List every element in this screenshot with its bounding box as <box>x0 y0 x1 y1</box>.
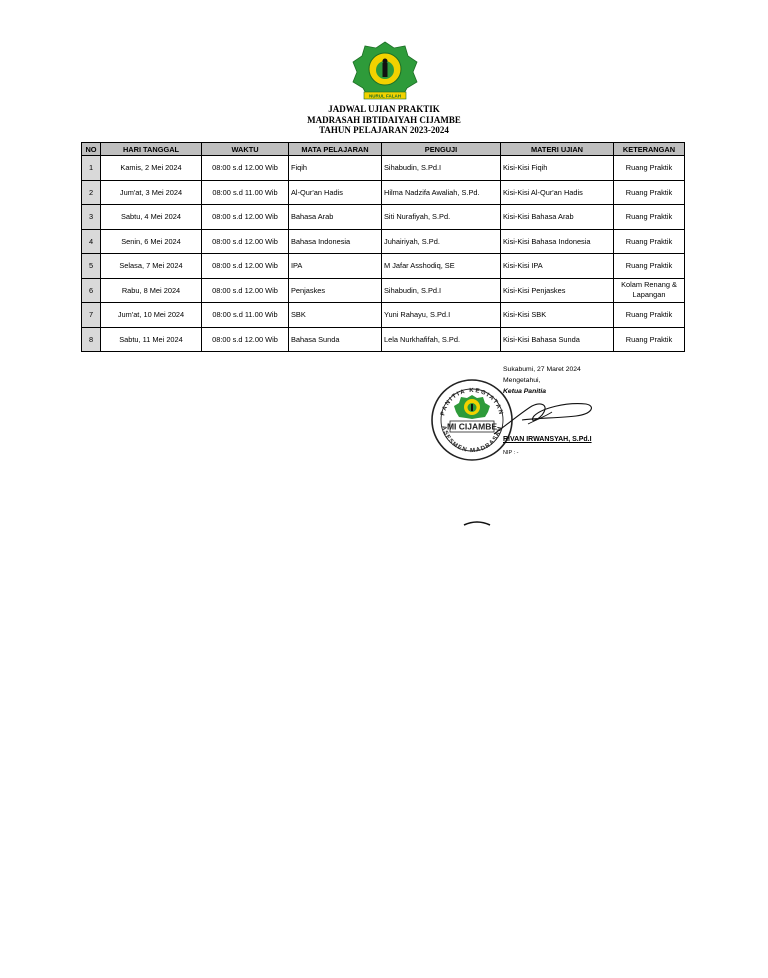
stray-mark <box>462 520 492 526</box>
handwritten-signature-icon <box>488 394 596 440</box>
exam-schedule-table <box>81 142 685 352</box>
exam-date: Senin, 6 Mei 2024 <box>101 229 202 254</box>
exam-time: 08:00 s.d 12.00 Wib <box>202 327 289 352</box>
exam-note: Ruang Praktik <box>614 303 685 328</box>
column-header: MATERI UJIAN <box>501 143 614 156</box>
row-number: 1 <box>82 156 101 181</box>
exam-examiner: Sihabudin, S.Pd.I <box>382 156 501 181</box>
exam-material: Kisi-Kisi Bahasa Arab <box>501 205 614 230</box>
exam-note: Ruang Praktik <box>614 229 685 254</box>
exam-examiner: Lela Nurkhafifah, S.Pd. <box>382 327 501 352</box>
table-row <box>82 303 685 328</box>
exam-date: Rabu, 8 Mei 2024 <box>101 278 202 303</box>
exam-note: Ruang Praktik <box>614 205 685 230</box>
table-row <box>82 205 685 230</box>
exam-examiner: Sihabudin, S.Pd.I <box>382 278 501 303</box>
exam-note: Kolam Renang & Lapangan <box>614 278 685 303</box>
signer-name: RIVAN IRWANSYAH, S.Pd.I <box>503 436 592 443</box>
column-header: PENGUJI <box>382 143 501 156</box>
exam-time: 08:00 s.d 12.00 Wib <box>202 156 289 181</box>
exam-subject: Al-Qur'an Hadis <box>289 180 382 205</box>
place-date: Sukabumi, 27 Maret 2024 <box>503 366 581 373</box>
table-row <box>82 156 685 181</box>
exam-subject: Penjaskes <box>289 278 382 303</box>
exam-subject: SBK <box>289 303 382 328</box>
exam-time: 08:00 s.d 12.00 Wib <box>202 205 289 230</box>
row-number: 4 <box>82 229 101 254</box>
column-header: WAKTU <box>202 143 289 156</box>
exam-examiner: M Jafar Asshodiq, SE <box>382 254 501 279</box>
exam-subject: Fiqih <box>289 156 382 181</box>
svg-text:PANITIA KEGIATAN: PANITIA KEGIATAN <box>440 387 504 417</box>
exam-note: Ruang Praktik <box>614 254 685 279</box>
signer-role: Ketua Panitia <box>503 388 547 395</box>
row-number: 8 <box>82 327 101 352</box>
exam-examiner: Hilma Nadzifa Awaliah, S.Pd. <box>382 180 501 205</box>
column-header: KETERANGAN <box>614 143 685 156</box>
row-number: 7 <box>82 303 101 328</box>
column-header: MATA PELAJARAN <box>289 143 382 156</box>
title-line-3: TAHUN PELAJARAN 2023-2024 <box>319 125 449 135</box>
exam-note: Ruang Praktik <box>614 327 685 352</box>
exam-material: Kisi-Kisi SBK <box>501 303 614 328</box>
exam-material: Kisi-Kisi Al-Qur'an Hadis <box>501 180 614 205</box>
exam-time: 08:00 s.d 11.00 Wib <box>202 303 289 328</box>
svg-text:MI CIJAMBE: MI CIJAMBE <box>446 421 498 432</box>
document-title <box>0 104 768 136</box>
exam-material: Kisi-Kisi Bahasa Sunda <box>501 327 614 352</box>
exam-examiner: Juhairiyah, S.Pd. <box>382 229 501 254</box>
exam-date: Kamis, 2 Mei 2024 <box>101 156 202 181</box>
acknowledged-label: Mengetahui, <box>503 377 541 384</box>
exam-subject: Bahasa Arab <box>289 205 382 230</box>
table-row <box>82 180 685 205</box>
svg-text:NURUL FALAH: NURUL FALAH <box>369 93 401 99</box>
row-number: 5 <box>82 254 101 279</box>
table-header-row <box>82 143 685 156</box>
row-number: 6 <box>82 278 101 303</box>
row-number: 2 <box>82 180 101 205</box>
exam-time: 08:00 s.d 11.00 Wib <box>202 180 289 205</box>
exam-subject: IPA <box>289 254 382 279</box>
exam-examiner: Siti Nurafiyah, S.Pd. <box>382 205 501 230</box>
exam-date: Sabtu, 11 Mei 2024 <box>101 327 202 352</box>
exam-examiner: Yuni Rahayu, S.Pd.I <box>382 303 501 328</box>
signature-block <box>503 364 581 397</box>
table-row <box>82 254 685 279</box>
table-row <box>82 327 685 352</box>
table-row <box>82 229 685 254</box>
exam-date: Jum'at, 10 Mei 2024 <box>101 303 202 328</box>
column-header: NO <box>82 143 101 156</box>
exam-material: Kisi-Kisi IPA <box>501 254 614 279</box>
column-header: HARI TANGGAL <box>101 143 202 156</box>
signer-nip: NIP : - <box>503 450 519 456</box>
title-line-1: JADWAL UJIAN PRAKTIK <box>328 104 440 114</box>
exam-material: Kisi-Kisi Fiqih <box>501 156 614 181</box>
exam-date: Sabtu, 4 Mei 2024 <box>101 205 202 230</box>
exam-subject: Bahasa Indonesia <box>289 229 382 254</box>
exam-material: Kisi-Kisi Penjaskes <box>501 278 614 303</box>
exam-note: Ruang Praktik <box>614 180 685 205</box>
table-row <box>82 278 685 303</box>
exam-date: Selasa, 7 Mei 2024 <box>101 254 202 279</box>
svg-text:ASESMEN MADRASAH: ASESMEN MADRASAH <box>440 425 504 455</box>
exam-note: Ruang Praktik <box>614 156 685 181</box>
row-number: 3 <box>82 205 101 230</box>
exam-time: 08:00 s.d 12.00 Wib <box>202 254 289 279</box>
exam-time: 08:00 s.d 12.00 Wib <box>202 229 289 254</box>
madrasah-emblem-icon <box>350 40 420 102</box>
exam-subject: Bahasa Sunda <box>289 327 382 352</box>
title-line-2: MADRASAH IBTIDAIYAH CIJAMBE <box>307 114 461 125</box>
exam-material: Kisi-Kisi Bahasa Indonesia <box>501 229 614 254</box>
exam-time: 08:00 s.d 12.00 Wib <box>202 278 289 303</box>
exam-date: Jum'at, 3 Mei 2024 <box>101 180 202 205</box>
